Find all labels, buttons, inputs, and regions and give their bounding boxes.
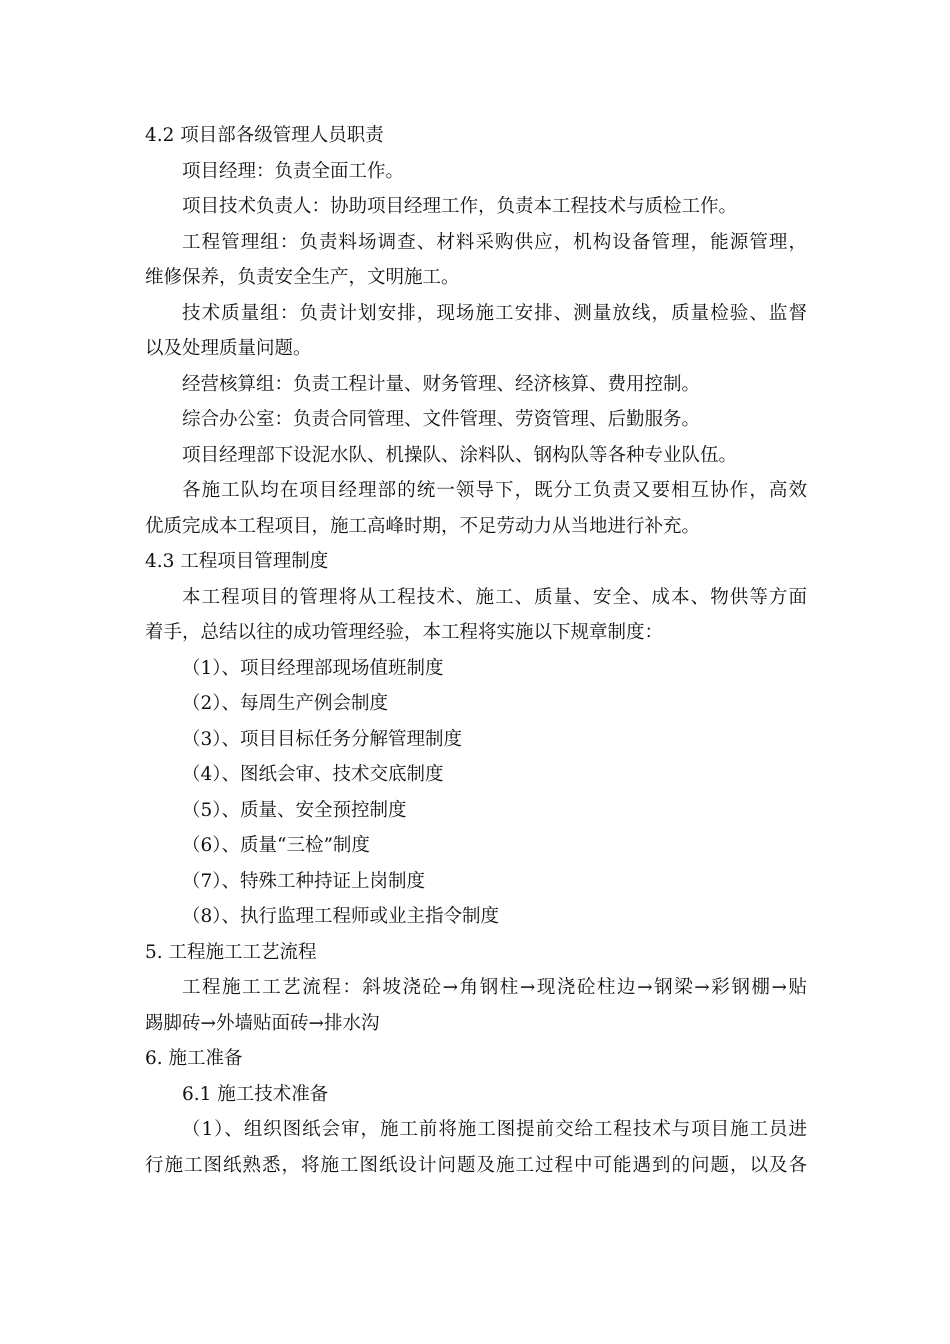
paragraph-line: 踢脚砖→外墙贴面砖→排水沟 — [145, 1012, 380, 1034]
paragraph-line: 工程管理组：负责料场调查、材料采购供应，机构设备管理，能源管理， — [182, 231, 807, 253]
list-item: （8）、执行监理工程师或业主指令制度 — [182, 906, 500, 927]
paragraph-line: 工程施工工艺流程：斜坡浇砼→角钢柱→现浇砼柱边→钢梁→彩钢棚→贴 — [182, 977, 807, 998]
paragraph-line: 各施工队均在项目经理部的统一领导下，既分工负责又要相互协作，高效 — [182, 480, 807, 501]
paragraph-line: 维修保养，负责安全生产，文明施工。 — [145, 267, 460, 288]
paragraph-line: 优质完成本工程项目，施工高峰时期，不足劳动力从当地进行补充。 — [145, 515, 701, 537]
list-item: （3）、项目目标任务分解管理制度 — [182, 728, 463, 750]
list-item: （5）、质量、安全预控制度 — [182, 799, 407, 821]
paragraph-line: 本工程项目的管理将从工程技术、施工、质量、安全、成本、物供等方面 — [182, 586, 807, 608]
list-item: （2）、每周生产例会制度 — [182, 693, 389, 714]
paragraph-line: 着手，总结以往的成功管理经验，本工程将实施以下规章制度： — [145, 622, 664, 643]
document-body — [145, 118, 807, 1183]
section-heading-4-2: 4.2 项目部各级管理人员职责 — [145, 125, 384, 146]
paragraph-line: 技术质量组：负责计划安排，现场施工安排、测量放线，质量检验、监督 — [182, 302, 807, 324]
paragraph-line: 以及处理质量问题。 — [145, 338, 312, 359]
paragraph-line: 综合办公室：负责合同管理、文件管理、劳资管理、后勤服务。 — [182, 409, 701, 430]
subsection-heading-6-1: 6.1 施工技术准备 — [182, 1083, 329, 1105]
paragraph-line: 行施工图纸熟悉，将施工图纸设计问题及施工过程中可能遇到的问题，以及各 — [145, 1154, 807, 1176]
section-heading-5: 5. 工程施工工艺流程 — [145, 941, 317, 963]
section-heading-6: 6. 施工准备 — [145, 1048, 243, 1069]
list-item: （4）、图纸会审、技术交底制度 — [182, 764, 444, 785]
list-item: （1）、项目经理部现场值班制度 — [182, 657, 444, 679]
list-item: （6）、质量“三检”制度 — [182, 835, 370, 856]
paragraph-line: 项目经理：负责全面工作。 — [182, 160, 405, 182]
list-item: （7）、特殊工种持证上岗制度 — [182, 870, 426, 892]
paragraph-line: （1）、组织图纸会审，施工前将施工图提前交给工程技术与项目施工员进 — [182, 1119, 807, 1140]
paragraph-line: 项目经理部下设泥水队、机操队、涂料队、钢构队等各种专业队伍。 — [182, 444, 738, 466]
paragraph-line: 项目技术负责人：协助项目经理工作，负责本工程技术与质检工作。 — [182, 196, 738, 217]
paragraph-line: 经营核算组：负责工程计量、财务管理、经济核算、费用控制。 — [182, 373, 701, 395]
section-heading-4-3: 4.3 工程项目管理制度 — [145, 551, 329, 572]
